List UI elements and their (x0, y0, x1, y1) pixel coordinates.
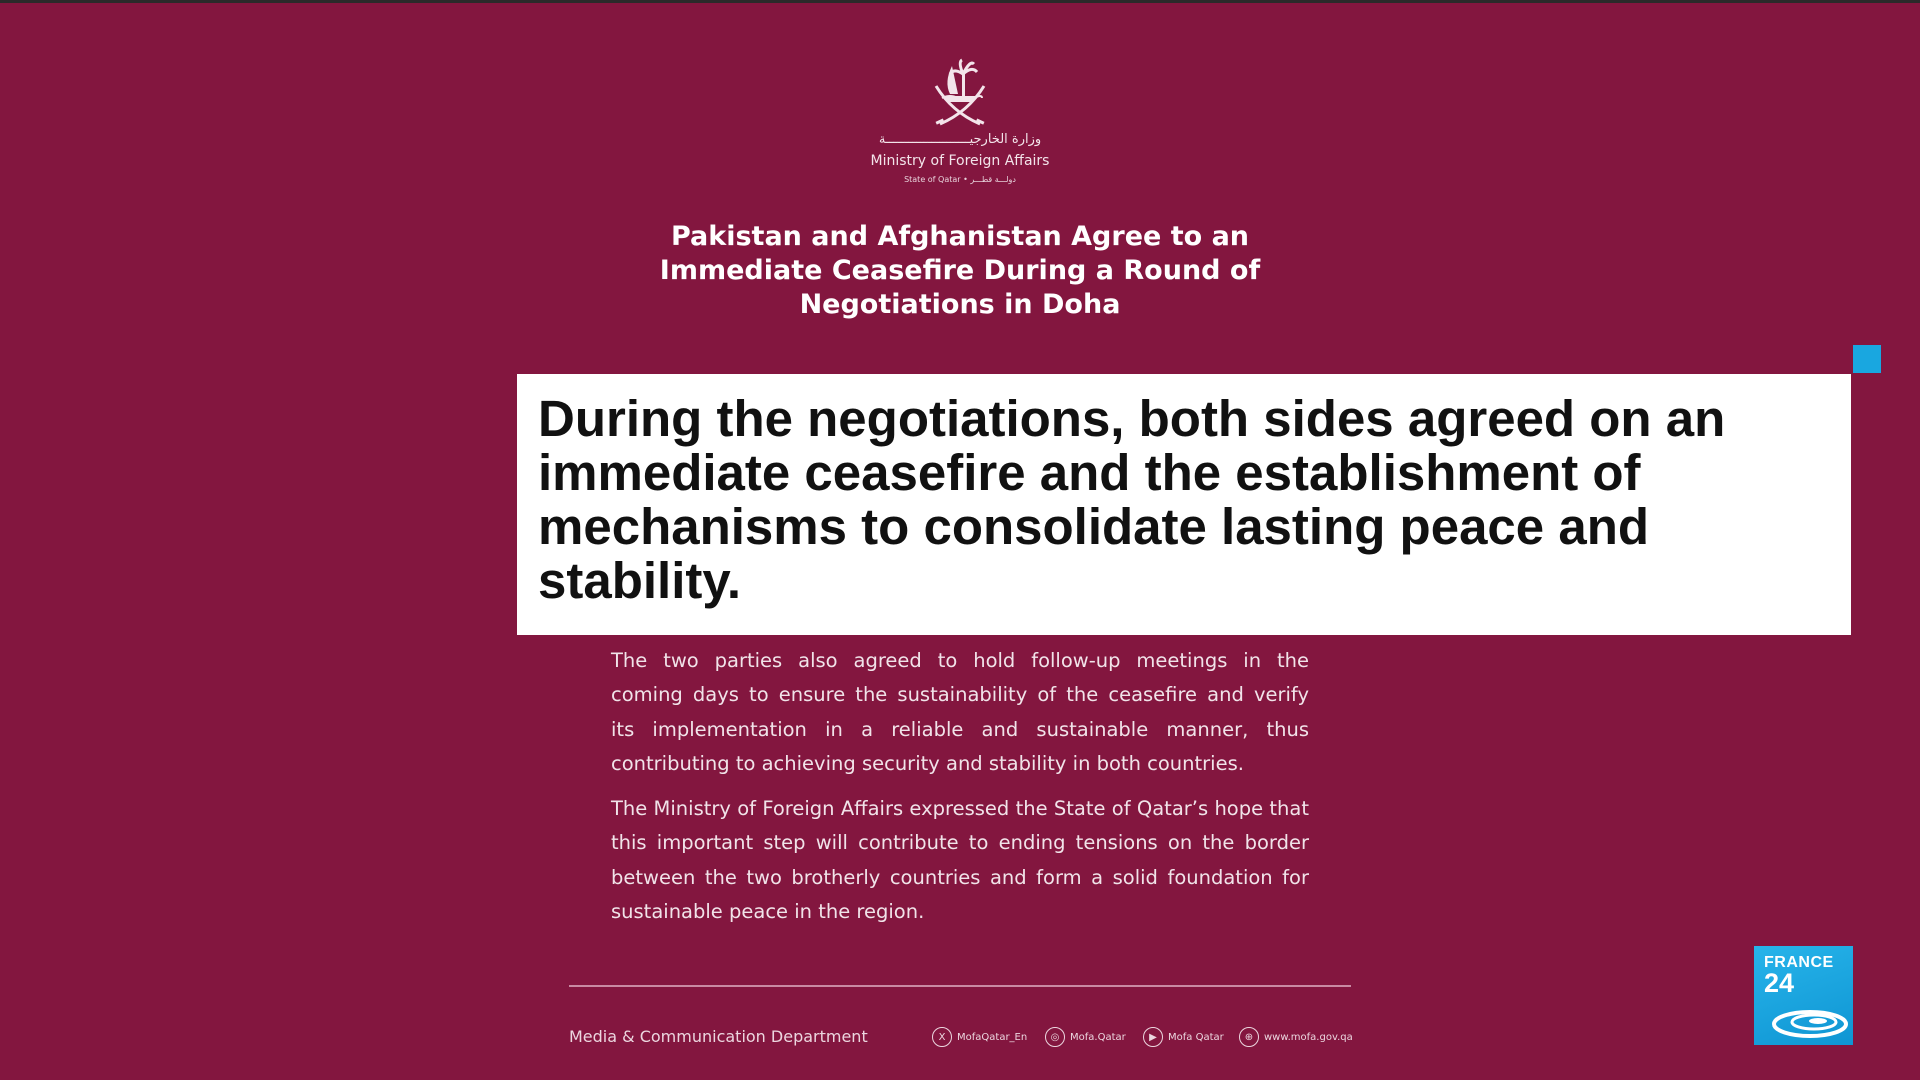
paragraph-line: coming days to ensure the sustainability of the ceasefire and verify (611, 683, 1309, 707)
paragraph-line: The two parties also agreed to hold follow-up meetings in the (611, 649, 1309, 672)
quote-line: immediate ceasefire and the establishment of (538, 444, 1641, 501)
france24-logo (1754, 946, 1853, 1045)
paragraph-line: contributing to achieving security and stability in both countries. (611, 751, 1244, 775)
quote-overlay (517, 374, 1851, 635)
social-instagram (1045, 1025, 1126, 1049)
france24-word: FRANCE (1764, 954, 1834, 971)
document-title (620, 220, 1300, 322)
social-handle: MofaQatar_En (957, 1031, 1028, 1043)
quote-line: During the negotiations, both sides agreed on an (538, 390, 1726, 447)
paragraph-line: its implementation in a reliable and sustainable manner, thus (611, 717, 1309, 741)
instagram-icon: ◎ (1045, 1027, 1065, 1047)
ministry-english-name: Ministry of Foreign Affairs (870, 153, 1050, 169)
accent-square (1853, 345, 1881, 373)
globe-icon: ⊕ (1239, 1027, 1259, 1047)
social-youtube (1143, 1025, 1224, 1049)
top-border (0, 0, 1920, 3)
france24-number: 24 (1764, 968, 1795, 998)
x-icon: X (932, 1027, 952, 1047)
paragraph-line: sustainable peace in the region. (611, 899, 925, 923)
ministry-arabic-name: وزارة الخارجيــــــــــــــــــــــة (878, 132, 1042, 147)
qatar-emblem-icon (922, 56, 998, 132)
paragraph-line: between the two brotherly countries and form a solid foundation for (611, 865, 1309, 889)
document-title-line: Negotiations in Doha (799, 289, 1121, 320)
social-handle: Mofa.Qatar (1070, 1031, 1126, 1043)
quote-text (538, 392, 1831, 608)
footer-department: Media & Communication Department (569, 1027, 868, 1046)
quote-line: mechanisms to consolidate lasting peace and (538, 498, 1649, 555)
document-title-line: Pakistan and Afghanistan Agree to an (670, 221, 1250, 252)
social-handle: Mofa Qatar (1168, 1031, 1224, 1043)
social-handle: www.mofa.gov.qa (1264, 1031, 1353, 1043)
document-title-line: Immediate Ceasefire During a Round of (659, 255, 1261, 286)
social-website (1239, 1025, 1353, 1049)
paragraph-line: this important step will contribute to ending tensions on the border (611, 831, 1309, 855)
social-x (932, 1025, 1027, 1049)
quote-line: stability. (538, 552, 742, 609)
body-paragraph-2 (611, 792, 1309, 929)
paragraph-line: The Ministry of Foreign Affairs expressed the State of Qatar’s hope that (611, 797, 1309, 820)
ministry-state-line: State of Qatar • دولـــة قطـــر (904, 175, 1016, 184)
footer-divider (569, 985, 1351, 987)
body-paragraph-1 (611, 644, 1309, 781)
youtube-icon: ▶ (1143, 1027, 1163, 1047)
